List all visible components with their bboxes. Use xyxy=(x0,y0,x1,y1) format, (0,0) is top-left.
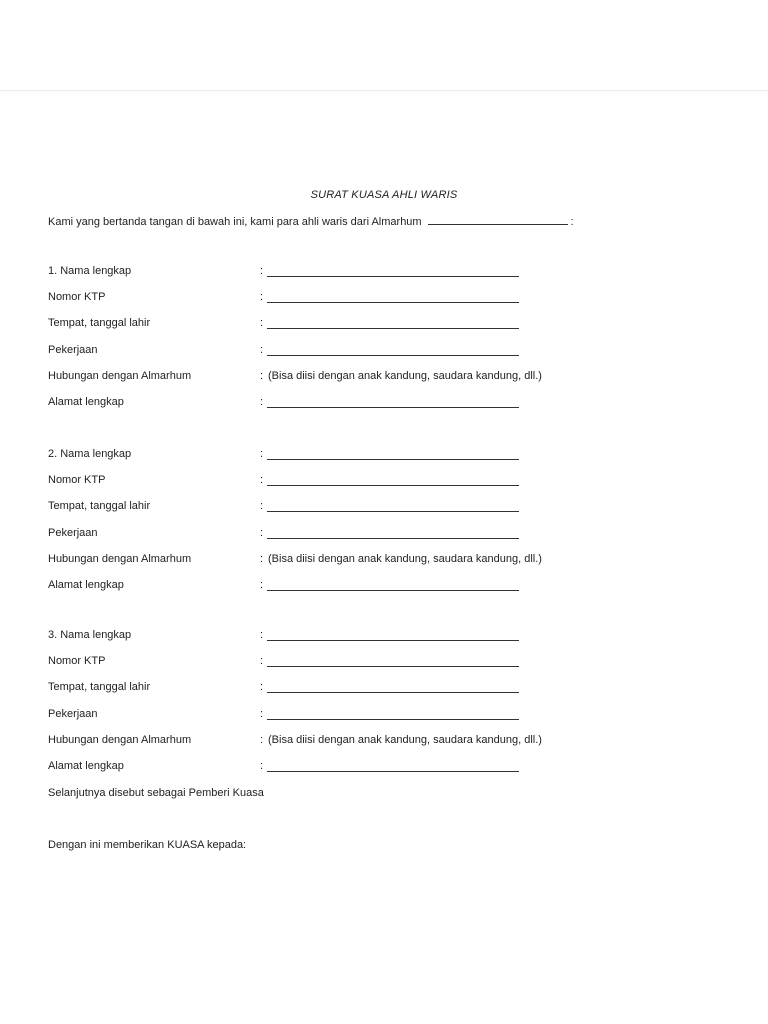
fill-in-line xyxy=(267,538,519,539)
field-colon: : xyxy=(260,395,264,408)
field-colon: : xyxy=(260,343,264,356)
field-label: Tempat, tanggal lahir xyxy=(48,681,151,694)
field-row xyxy=(48,344,728,370)
field-row xyxy=(48,317,728,343)
heir-1-section xyxy=(48,265,728,422)
fill-in-line xyxy=(267,276,519,277)
field-row xyxy=(48,579,728,605)
almarhum-name-blank xyxy=(428,215,568,225)
field-row xyxy=(48,681,728,707)
field-row xyxy=(48,370,728,396)
field-label: Tempat, tanggal lahir xyxy=(48,500,151,513)
field-label: 2. Nama lengkap xyxy=(48,448,132,460)
field-colon: : xyxy=(260,526,264,539)
field-colon: : xyxy=(260,655,264,668)
field-colon: : xyxy=(260,317,264,330)
field-row xyxy=(48,708,728,734)
field-label: Tempat, tanggal lahir xyxy=(48,317,151,330)
intro-paragraph xyxy=(48,215,574,228)
field-label: 1. Nama lengkap xyxy=(48,265,132,277)
field-colon: : xyxy=(260,448,264,460)
intro-colon: : xyxy=(570,216,574,228)
field-colon: : xyxy=(260,474,264,487)
field-colon: : xyxy=(260,759,264,772)
field-colon: : xyxy=(260,500,264,513)
field-row xyxy=(48,474,728,500)
field-row xyxy=(48,629,728,655)
fill-in-line xyxy=(267,719,519,720)
field-row xyxy=(48,553,728,579)
field-colon: : xyxy=(260,707,264,720)
field-colon: : xyxy=(260,733,264,746)
field-row xyxy=(48,760,728,786)
field-row xyxy=(48,500,728,526)
field-colon: : xyxy=(260,629,264,641)
field-label: Hubungan dengan Almarhum xyxy=(48,369,192,382)
field-row xyxy=(48,734,728,760)
kuasa-statement: Dengan ini memberikan KUASA kepada: xyxy=(48,839,247,851)
field-label: Alamat lengkap xyxy=(48,759,124,772)
document-title: SURAT KUASA AHLI WARIS xyxy=(310,189,458,201)
fill-in-line xyxy=(267,302,519,303)
intro-text: Kami yang bertanda tangan di bawah ini, kami para ahli waris dari Almarhum xyxy=(48,216,422,228)
field-colon: : xyxy=(260,291,264,304)
fill-in-line xyxy=(267,511,519,512)
heir-3-section xyxy=(48,629,728,786)
field-row xyxy=(48,655,728,681)
fill-in-line xyxy=(267,328,519,329)
field-row xyxy=(48,448,728,474)
pemberi-kuasa-statement: Selanjutnya disebut sebagai Pemberi Kuasa xyxy=(48,787,264,799)
field-label: Nomor KTP xyxy=(48,291,106,304)
field-label: Pekerjaan xyxy=(48,343,98,356)
field-colon: : xyxy=(260,369,264,382)
relationship-note: (Bisa diisi dengan anak kandung, saudara kandung, dll.) xyxy=(268,552,542,565)
field-label: Nomor KTP xyxy=(48,474,106,487)
fill-in-line xyxy=(267,692,519,693)
document-page xyxy=(0,91,768,1024)
field-label: Pekerjaan xyxy=(48,526,98,539)
field-label: Hubungan dengan Almarhum xyxy=(48,552,192,565)
field-label: Nomor KTP xyxy=(48,655,106,668)
field-colon: : xyxy=(260,265,264,277)
heir-2-section xyxy=(48,448,728,605)
field-row xyxy=(48,265,728,291)
fill-in-line xyxy=(267,640,519,641)
fill-in-line xyxy=(267,590,519,591)
field-colon: : xyxy=(260,578,264,591)
field-row xyxy=(48,396,728,422)
fill-in-line xyxy=(267,666,519,667)
relationship-note: (Bisa diisi dengan anak kandung, saudara kandung, dll.) xyxy=(268,733,542,746)
fill-in-line xyxy=(267,771,519,772)
fill-in-line xyxy=(267,407,519,408)
field-label: Pekerjaan xyxy=(48,707,98,720)
relationship-note: (Bisa diisi dengan anak kandung, saudara kandung, dll.) xyxy=(268,369,542,382)
field-colon: : xyxy=(260,681,264,694)
field-row xyxy=(48,291,728,317)
fill-in-line xyxy=(267,485,519,486)
field-label: Alamat lengkap xyxy=(48,578,124,591)
field-label: 3. Nama lengkap xyxy=(48,629,132,641)
viewer-top-bar xyxy=(0,0,768,91)
field-label: Alamat lengkap xyxy=(48,395,124,408)
field-label: Hubungan dengan Almarhum xyxy=(48,733,192,746)
fill-in-line xyxy=(267,355,519,356)
field-row xyxy=(48,527,728,553)
field-colon: : xyxy=(260,552,264,565)
fill-in-line xyxy=(267,459,519,460)
